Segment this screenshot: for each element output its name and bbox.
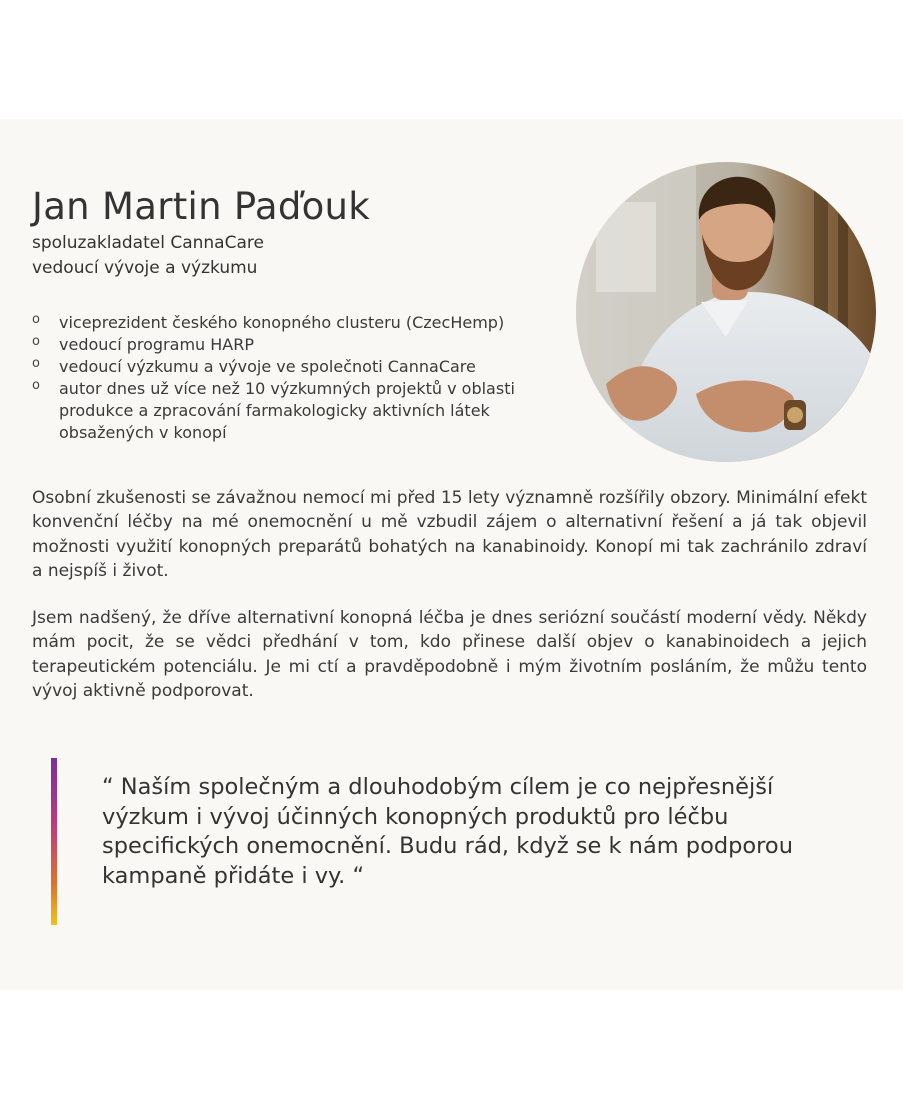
list-item (32, 312, 572, 334)
list-item-text: autor dnes už více než 10 výzkumných projektů v oblasti produkce a zpracování farmakologicky aktivních látek obsažených v konopí (59, 379, 515, 442)
story-paragraph: Jsem nadšený, že dříve alternativní konopná léčba je dnes seriózní součástí moderní vědy. Někdy mám pocit, že se vědci předhání v tom, kdo přinese další objev o kanabinoidech a jejich terapeutickém potenciálu. Je mi ctí a pravděpodobně i mým životním posláním, že můžu tento vývoj aktivně podporovat. (32, 608, 867, 702)
list-item-text: vedoucí výzkumu a vývoje ve společnoti CannaCare (59, 357, 476, 376)
bullet-marker: o (32, 312, 40, 327)
credentials-list (32, 312, 572, 444)
quote-accent-bar (51, 758, 57, 925)
bullet-marker: o (32, 356, 40, 371)
story-paragraph: Osobní zkušenosti se závažnou nemocí mi před 15 lety významně rozšířily obzory. Minimální efekt konvenční léčby na mé onemocnění u mě vzbudil zájem o alternativní řešení a já tak objevil možnosti využití konopných preparátů bohatých na kanabinoidy. Konopí mi tak zachránilo zdraví a nejspíš i život. (32, 488, 867, 582)
list-item-text: viceprezident českého konopného clusteru (CzecHemp) (59, 313, 505, 332)
list-item-text: vedoucí programu HARP (59, 335, 254, 354)
portrait-photo (576, 162, 876, 462)
list-item (32, 334, 572, 356)
list-item (32, 378, 572, 444)
bullet-marker: o (32, 334, 40, 349)
list-item (32, 356, 572, 378)
person-role-line-1: spoluzakladatel CannaCare (32, 233, 264, 253)
bullet-marker: o (32, 378, 40, 393)
person-role-line-2: vedoucí vývoje a výzkumu (32, 258, 258, 278)
pull-quote: “ Naším společným a dlouhodobým cílem je co nejpřesnější výzkum i vývoj účinných konopných produktů pro léčbu specifických onemocnění. Budu rád, když se k nám podporou kampaně přidáte i vy. “ (102, 774, 793, 889)
person-name: Jan Martin Paďouk (32, 185, 371, 228)
